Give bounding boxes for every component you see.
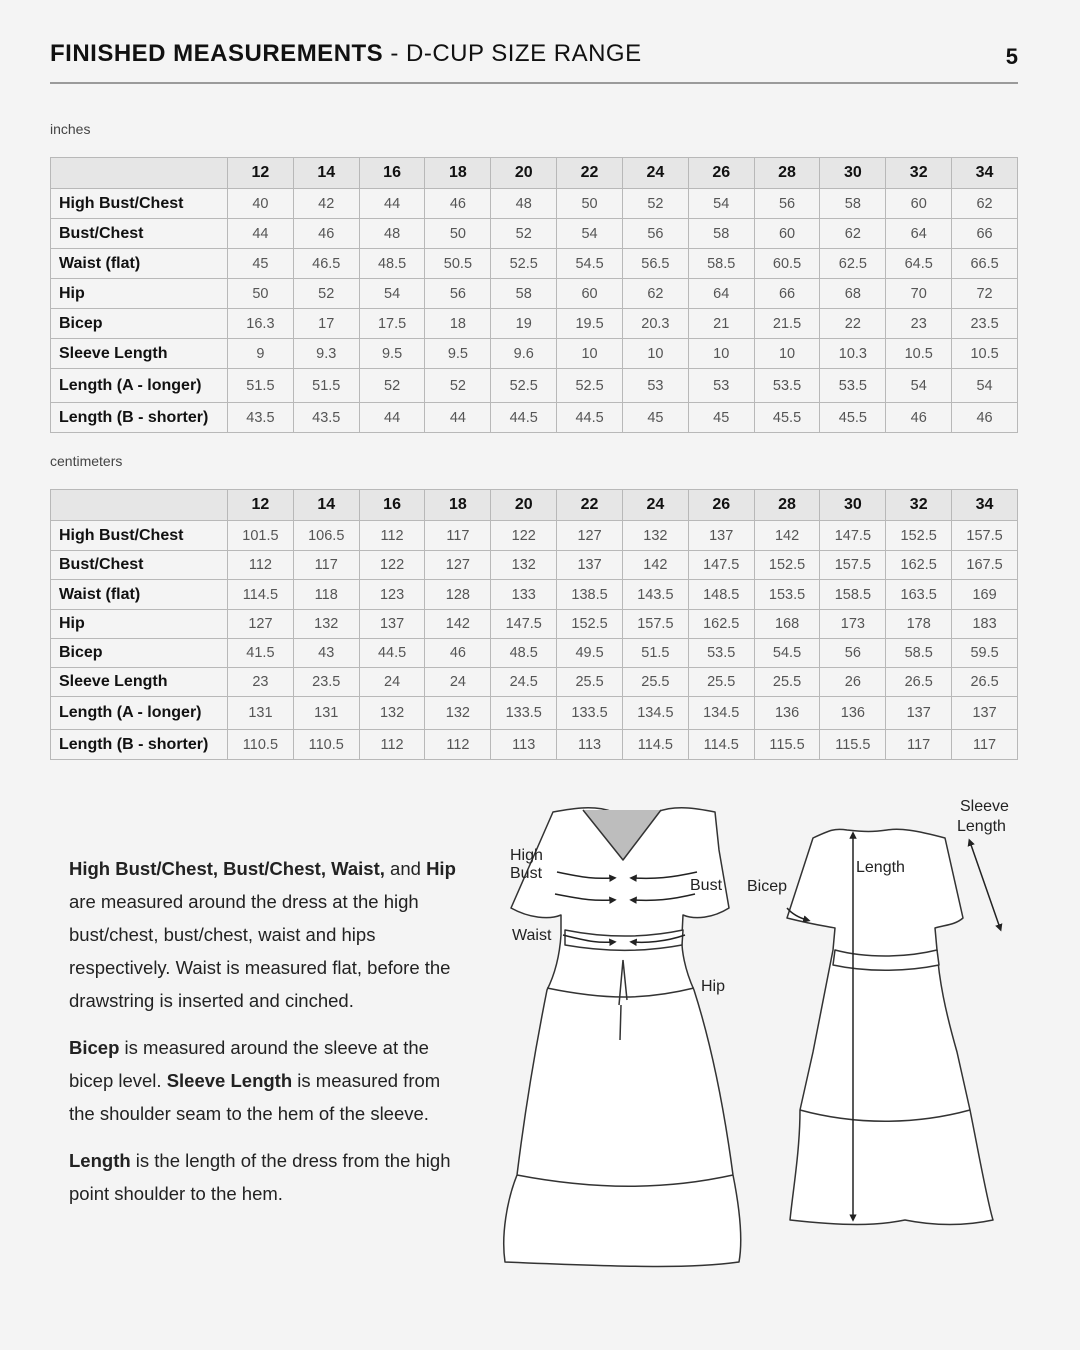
measurement-cell: 137 <box>952 697 1018 730</box>
measurement-cell: 24.5 <box>491 668 557 697</box>
measurement-cell: 137 <box>886 697 952 730</box>
label-high-bust-line1: High <box>510 847 543 864</box>
measurement-cell: 24 <box>425 668 491 697</box>
table-row <box>51 730 1018 760</box>
centimeters-measurement-table <box>50 489 1018 760</box>
size-header: 12 <box>228 158 294 189</box>
desc-bold-term: Bicep <box>69 1037 120 1058</box>
measurement-cell: 23.5 <box>293 668 359 697</box>
row-label: Hip <box>51 610 228 639</box>
title-subtitle: D-CUP SIZE RANGE <box>406 40 642 67</box>
measurement-cell: 43 <box>293 639 359 668</box>
measurement-cell: 115.5 <box>820 730 886 760</box>
measurement-cell: 162.5 <box>886 551 952 580</box>
table-row <box>51 697 1018 730</box>
measurement-cell: 112 <box>359 521 425 551</box>
measurement-cell: 158.5 <box>820 580 886 610</box>
measurement-cell: 50 <box>228 279 294 309</box>
measurement-cell: 118 <box>293 580 359 610</box>
desc-text: is measured from the shoulder seam to the hem of the sleeve. <box>69 1070 441 1124</box>
measurement-cell: 20.3 <box>622 309 688 339</box>
page-header <box>50 38 1018 84</box>
table-row <box>51 639 1018 668</box>
table-row <box>51 279 1018 309</box>
measurement-cell: 45 <box>228 249 294 279</box>
measurement-cell: 45.5 <box>820 403 886 433</box>
measurement-cell: 54 <box>359 279 425 309</box>
measurement-cell: 60 <box>754 219 820 249</box>
measurement-cell: 169 <box>952 580 1018 610</box>
measurement-cell: 137 <box>557 551 623 580</box>
size-header: 20 <box>491 490 557 521</box>
measurement-cell: 60.5 <box>754 249 820 279</box>
desc-bold-term: Sleeve Length <box>166 1070 293 1091</box>
measurement-cell: 23 <box>228 668 294 697</box>
measurement-cell: 26.5 <box>952 668 1018 697</box>
row-label: Bust/Chest <box>51 219 228 249</box>
measurement-cell: 43.5 <box>293 403 359 433</box>
table-row <box>51 219 1018 249</box>
measurement-cell: 157.5 <box>820 551 886 580</box>
measurement-cell: 46 <box>886 403 952 433</box>
row-label: Sleeve Length <box>51 339 228 369</box>
measurement-cell: 52 <box>622 189 688 219</box>
desc-paragraph-body-measurements <box>69 852 469 1017</box>
measurement-cell: 112 <box>425 730 491 760</box>
measurement-cell: 52.5 <box>557 369 623 403</box>
measurement-cell: 110.5 <box>228 730 294 760</box>
measurement-cell: 54 <box>557 219 623 249</box>
measurement-cell: 167.5 <box>952 551 1018 580</box>
row-label: Length (A - longer) <box>51 369 228 403</box>
measurement-cell: 43.5 <box>228 403 294 433</box>
measurement-cell: 16.3 <box>228 309 294 339</box>
measurement-cell: 52.5 <box>491 249 557 279</box>
measurement-cell: 56 <box>425 279 491 309</box>
measurement-cell: 19 <box>491 309 557 339</box>
measurement-cell: 114.5 <box>228 580 294 610</box>
size-header: 34 <box>952 158 1018 189</box>
measurement-cell: 133 <box>491 580 557 610</box>
measurement-cell: 114.5 <box>688 730 754 760</box>
desc-text: is the length of the dress from the high point shoulder to the hem. <box>69 1150 451 1204</box>
measurement-cell: 50.5 <box>425 249 491 279</box>
measurement-cell: 127 <box>557 521 623 551</box>
table-row <box>51 521 1018 551</box>
measurement-cell: 114.5 <box>622 730 688 760</box>
size-header: 26 <box>688 158 754 189</box>
measurement-cell: 58 <box>688 219 754 249</box>
label-length: Length <box>856 859 905 876</box>
measurement-cell: 70 <box>886 279 952 309</box>
table-row <box>51 403 1018 433</box>
measurement-cell: 132 <box>491 551 557 580</box>
measurement-cell: 10.3 <box>820 339 886 369</box>
size-header: 16 <box>359 490 425 521</box>
measurement-cell: 53 <box>622 369 688 403</box>
inches-measurement-table <box>50 157 1018 433</box>
label-hip: Hip <box>701 978 726 995</box>
inches-unit-label: inches <box>50 121 91 137</box>
row-label: High Bust/Chest <box>51 189 228 219</box>
desc-bold-term: Hip <box>426 858 456 879</box>
size-header: 20 <box>491 158 557 189</box>
measurement-cell: 51.5 <box>228 369 294 403</box>
measurement-cell: 10 <box>754 339 820 369</box>
measurement-cell: 53 <box>688 369 754 403</box>
measurement-cell: 44 <box>359 189 425 219</box>
measurement-cell: 9.5 <box>425 339 491 369</box>
measurement-cell: 48.5 <box>491 639 557 668</box>
desc-paragraph-length <box>69 1144 469 1210</box>
measurement-cell: 46 <box>293 219 359 249</box>
measurement-cell: 51.5 <box>293 369 359 403</box>
measurement-cell: 48.5 <box>359 249 425 279</box>
size-header: 14 <box>293 158 359 189</box>
measurement-cell: 44 <box>359 403 425 433</box>
row-label: Length (A - longer) <box>51 697 228 730</box>
measurement-cell: 10 <box>557 339 623 369</box>
measurement-cell: 19.5 <box>557 309 623 339</box>
measurement-cell: 46 <box>425 639 491 668</box>
measurement-cell: 46 <box>952 403 1018 433</box>
desc-paragraph-sleeve <box>69 1031 469 1130</box>
measurement-cell: 9.6 <box>491 339 557 369</box>
measurement-cell: 26 <box>820 668 886 697</box>
measurement-cell: 147.5 <box>491 610 557 639</box>
measurement-cell: 113 <box>491 730 557 760</box>
measurement-cell: 131 <box>228 697 294 730</box>
size-header: 24 <box>622 158 688 189</box>
measurement-cell: 110.5 <box>293 730 359 760</box>
measurement-cell: 44 <box>425 403 491 433</box>
measurement-cell: 72 <box>952 279 1018 309</box>
measurement-cell: 50 <box>557 189 623 219</box>
measurement-cell: 123 <box>359 580 425 610</box>
row-label: High Bust/Chest <box>51 521 228 551</box>
measurement-cell: 147.5 <box>688 551 754 580</box>
measurement-cell: 127 <box>425 551 491 580</box>
size-header: 32 <box>886 158 952 189</box>
row-label: Length (B - shorter) <box>51 403 228 433</box>
label-waist: Waist <box>512 927 552 944</box>
measurement-cell: 59.5 <box>952 639 1018 668</box>
measurement-cell: 132 <box>293 610 359 639</box>
measurement-cell: 10.5 <box>952 339 1018 369</box>
measurement-description <box>69 852 469 1224</box>
measurement-cell: 52.5 <box>491 369 557 403</box>
measurement-cell: 26.5 <box>886 668 952 697</box>
measurement-cell: 138.5 <box>557 580 623 610</box>
measurement-cell: 46.5 <box>293 249 359 279</box>
measurement-cell: 134.5 <box>622 697 688 730</box>
size-header: 30 <box>820 158 886 189</box>
measurement-cell: 10.5 <box>886 339 952 369</box>
measurement-cell: 127 <box>228 610 294 639</box>
measurement-cell: 131 <box>293 697 359 730</box>
table-row <box>51 668 1018 697</box>
measurement-cell: 44 <box>228 219 294 249</box>
measurement-cell: 168 <box>754 610 820 639</box>
row-label: Bicep <box>51 639 228 668</box>
measurement-cell: 56 <box>820 639 886 668</box>
measurement-cell: 60 <box>886 189 952 219</box>
label-sleeve-length-line1: Sleeve <box>960 798 1009 815</box>
measurement-cell: 22 <box>820 309 886 339</box>
measurement-cell: 52 <box>359 369 425 403</box>
table-row <box>51 580 1018 610</box>
measurement-cell: 133.5 <box>491 697 557 730</box>
size-header: 18 <box>425 490 491 521</box>
measurement-cell: 45 <box>688 403 754 433</box>
measurement-cell: 62.5 <box>820 249 886 279</box>
measurement-cell: 163.5 <box>886 580 952 610</box>
measurement-cell: 25.5 <box>622 668 688 697</box>
size-header: 18 <box>425 158 491 189</box>
measurement-cell: 52 <box>425 369 491 403</box>
row-label: Bust/Chest <box>51 551 228 580</box>
measurement-cell: 117 <box>425 521 491 551</box>
measurement-cell: 66 <box>952 219 1018 249</box>
measurement-cell: 24 <box>359 668 425 697</box>
size-header: 28 <box>754 158 820 189</box>
row-label: Waist (flat) <box>51 249 228 279</box>
measurement-cell: 152.5 <box>886 521 952 551</box>
measurement-cell: 44.5 <box>359 639 425 668</box>
back-dress-drawing <box>787 829 993 1224</box>
label-bust: Bust <box>690 877 723 894</box>
measurement-cell: 23.5 <box>952 309 1018 339</box>
measurement-cell: 45 <box>622 403 688 433</box>
table-corner-cell <box>51 158 228 189</box>
measurement-cell: 17 <box>293 309 359 339</box>
measurement-cell: 122 <box>359 551 425 580</box>
size-header: 30 <box>820 490 886 521</box>
measurement-cell: 56.5 <box>622 249 688 279</box>
measurement-cell: 62 <box>952 189 1018 219</box>
measurement-cell: 54.5 <box>754 639 820 668</box>
measurement-cell: 173 <box>820 610 886 639</box>
measurement-cell: 117 <box>952 730 1018 760</box>
measurement-cell: 58 <box>491 279 557 309</box>
measurement-cell: 152.5 <box>557 610 623 639</box>
measurement-cell: 101.5 <box>228 521 294 551</box>
measurement-cell: 10 <box>688 339 754 369</box>
centimeters-unit-label: centimeters <box>50 453 123 469</box>
size-header: 14 <box>293 490 359 521</box>
measurement-cell: 21.5 <box>754 309 820 339</box>
measurement-cell: 54.5 <box>557 249 623 279</box>
measurement-cell: 25.5 <box>754 668 820 697</box>
measurement-cell: 42 <box>293 189 359 219</box>
measurement-cell: 46 <box>425 189 491 219</box>
desc-bold-term: High Bust/Chest, Bust/Chest, Waist, <box>69 858 385 879</box>
table-corner-cell <box>51 490 228 521</box>
table-row <box>51 610 1018 639</box>
measurement-cell: 52 <box>491 219 557 249</box>
measurement-cell: 18 <box>425 309 491 339</box>
measurement-cell: 10 <box>622 339 688 369</box>
measurement-cell: 178 <box>886 610 952 639</box>
measurement-cell: 136 <box>820 697 886 730</box>
measurement-cell: 132 <box>622 521 688 551</box>
measurement-cell: 58.5 <box>688 249 754 279</box>
measurement-cell: 142 <box>622 551 688 580</box>
measurement-cell: 133.5 <box>557 697 623 730</box>
size-header: 22 <box>557 158 623 189</box>
measurement-cell: 9 <box>228 339 294 369</box>
dress-diagrams <box>495 790 1035 1280</box>
page-title <box>50 40 642 68</box>
measurement-cell: 58 <box>820 189 886 219</box>
measurement-cell: 162.5 <box>688 610 754 639</box>
measurement-cell: 62 <box>820 219 886 249</box>
measurement-cell: 23 <box>886 309 952 339</box>
measurement-cell: 64 <box>886 219 952 249</box>
measurement-cell: 40 <box>228 189 294 219</box>
measurement-cell: 56 <box>754 189 820 219</box>
measurement-cell: 44.5 <box>491 403 557 433</box>
desc-text: and <box>384 858 427 879</box>
measurement-cell: 56 <box>622 219 688 249</box>
measurement-cell: 54 <box>952 369 1018 403</box>
measurement-cell: 53.5 <box>688 639 754 668</box>
measurement-cell: 50 <box>425 219 491 249</box>
measurement-cell: 157.5 <box>622 610 688 639</box>
table-row <box>51 369 1018 403</box>
measurement-cell: 137 <box>359 610 425 639</box>
size-header: 32 <box>886 490 952 521</box>
measurement-cell: 58.5 <box>886 639 952 668</box>
measurement-cell: 48 <box>491 189 557 219</box>
measurement-cell: 54 <box>886 369 952 403</box>
size-header: 34 <box>952 490 1018 521</box>
measurement-cell: 106.5 <box>293 521 359 551</box>
measurement-cell: 48 <box>359 219 425 249</box>
measurement-cell: 147.5 <box>820 521 886 551</box>
measurement-cell: 64 <box>688 279 754 309</box>
measurement-cell: 52 <box>293 279 359 309</box>
size-header: 26 <box>688 490 754 521</box>
measurement-cell: 113 <box>557 730 623 760</box>
measurement-cell: 66.5 <box>952 249 1018 279</box>
desc-bold-term: Length <box>69 1150 131 1171</box>
measurement-cell: 41.5 <box>228 639 294 668</box>
dress-diagrams-svg <box>495 790 1035 1280</box>
measurement-cell: 142 <box>754 521 820 551</box>
measurement-cell: 153.5 <box>754 580 820 610</box>
table-row <box>51 309 1018 339</box>
desc-text: is measured around the sleeve at the bicep level. <box>69 1037 429 1091</box>
measurement-cell: 132 <box>425 697 491 730</box>
table-row <box>51 249 1018 279</box>
measurement-cell: 68 <box>820 279 886 309</box>
row-label: Length (B - shorter) <box>51 730 228 760</box>
measurement-cell: 9.5 <box>359 339 425 369</box>
measurement-cell: 117 <box>293 551 359 580</box>
measurement-cell: 112 <box>359 730 425 760</box>
size-header: 22 <box>557 490 623 521</box>
measurement-cell: 64.5 <box>886 249 952 279</box>
row-label: Bicep <box>51 309 228 339</box>
row-label: Waist (flat) <box>51 580 228 610</box>
desc-text: are measured around the dress at the high bust/chest, bust/chest, waist and hips respectively. Waist is measured flat, before the drawstring is inserted and cinched. <box>69 891 451 1011</box>
measurement-cell: 132 <box>359 697 425 730</box>
measurement-cell: 128 <box>425 580 491 610</box>
label-bicep: Bicep <box>747 878 788 895</box>
measurement-cell: 122 <box>491 521 557 551</box>
measurement-cell: 25.5 <box>557 668 623 697</box>
measurement-cell: 60 <box>557 279 623 309</box>
measurement-cell: 53.5 <box>820 369 886 403</box>
measurement-cell: 136 <box>754 697 820 730</box>
measurement-cell: 137 <box>688 521 754 551</box>
measurement-cell: 148.5 <box>688 580 754 610</box>
table-row <box>51 339 1018 369</box>
measurement-cell: 62 <box>622 279 688 309</box>
measurement-cell: 25.5 <box>688 668 754 697</box>
row-label: Sleeve Length <box>51 668 228 697</box>
measurement-cell: 183 <box>952 610 1018 639</box>
measurement-cell: 134.5 <box>688 697 754 730</box>
label-sleeve-length-line2: Length <box>957 818 1006 835</box>
table-row <box>51 189 1018 219</box>
measurement-cell: 157.5 <box>952 521 1018 551</box>
measurement-cell: 112 <box>228 551 294 580</box>
label-high-bust-line2: Bust <box>510 865 543 882</box>
title-separator: - <box>383 40 407 67</box>
measurement-cell: 9.3 <box>293 339 359 369</box>
measurement-cell: 49.5 <box>557 639 623 668</box>
size-header: 24 <box>622 490 688 521</box>
measurement-cell: 45.5 <box>754 403 820 433</box>
measurement-cell: 54 <box>688 189 754 219</box>
measurement-cell: 117 <box>886 730 952 760</box>
measurement-cell: 152.5 <box>754 551 820 580</box>
size-header: 12 <box>228 490 294 521</box>
measurement-cell: 44.5 <box>557 403 623 433</box>
size-header: 28 <box>754 490 820 521</box>
measurement-cell: 115.5 <box>754 730 820 760</box>
table-row <box>51 551 1018 580</box>
title-bold: FINISHED MEASUREMENTS <box>50 40 384 67</box>
measurement-cell: 66 <box>754 279 820 309</box>
measurement-cell: 51.5 <box>622 639 688 668</box>
measurement-cell: 17.5 <box>359 309 425 339</box>
size-header: 16 <box>359 158 425 189</box>
measurement-cell: 143.5 <box>622 580 688 610</box>
page-number: 5 <box>1005 44 1018 69</box>
measurement-cell: 21 <box>688 309 754 339</box>
measurement-cell: 142 <box>425 610 491 639</box>
measurement-cell: 53.5 <box>754 369 820 403</box>
row-label: Hip <box>51 279 228 309</box>
